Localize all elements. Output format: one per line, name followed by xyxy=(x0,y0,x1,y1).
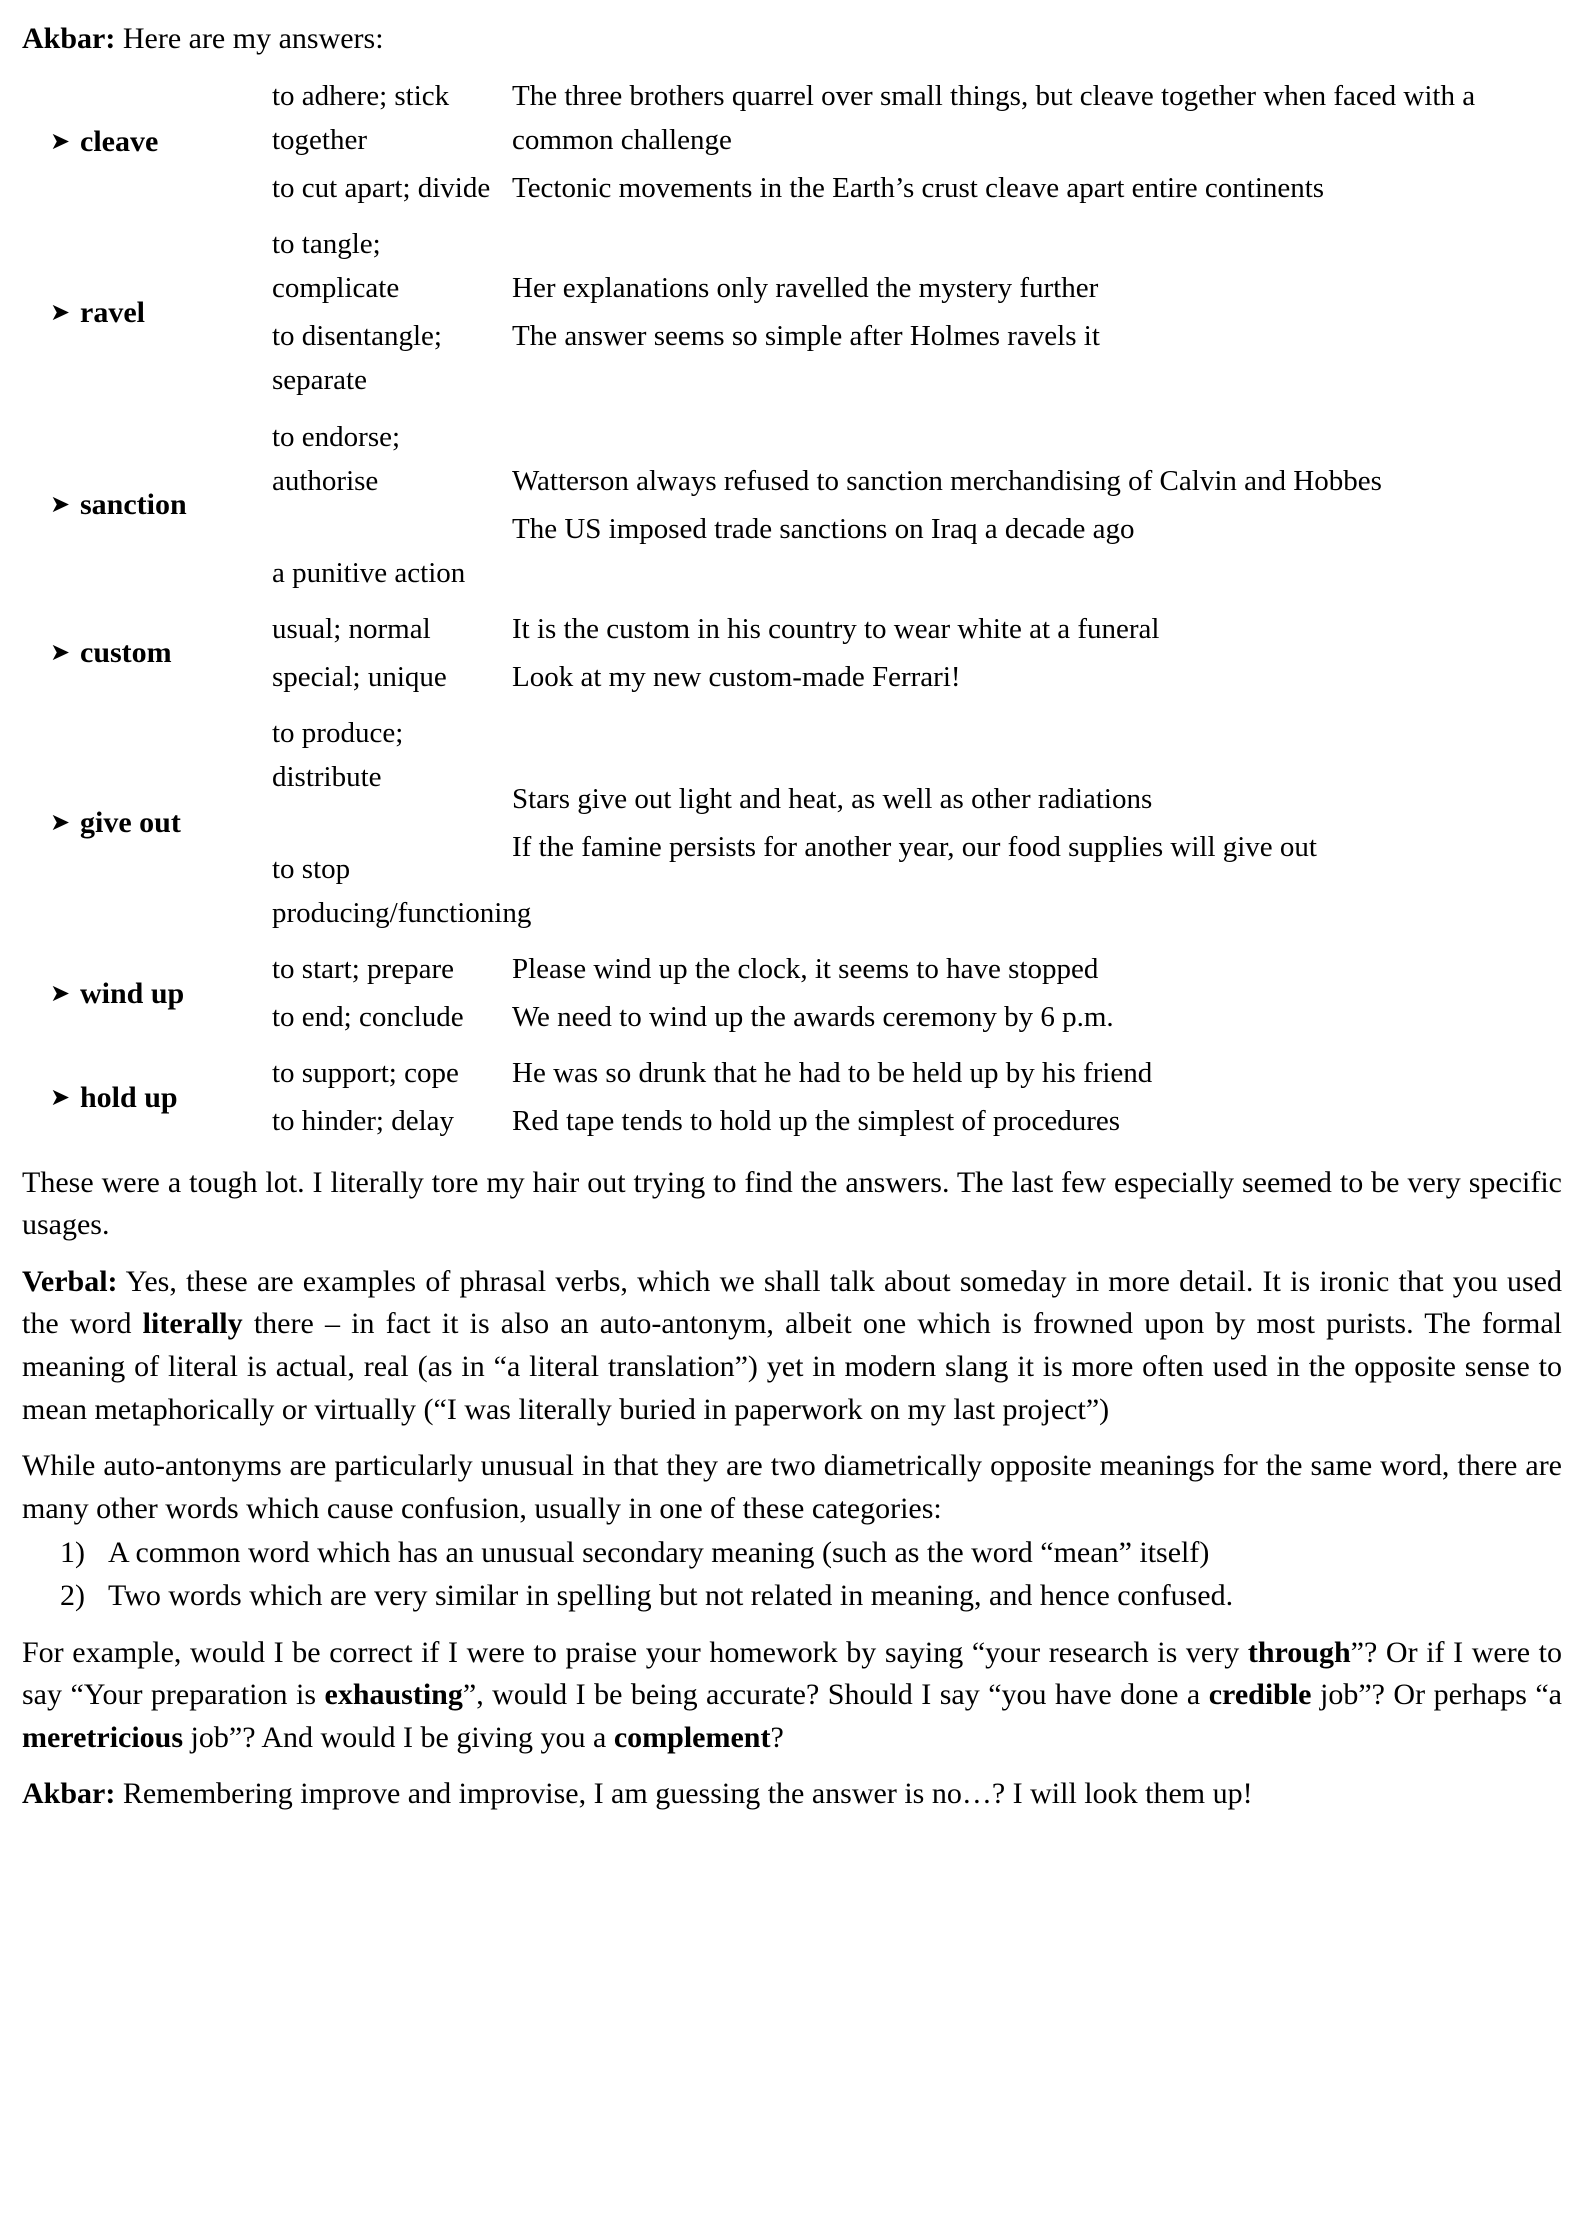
entry-examples-cell xyxy=(512,705,1562,941)
verbal-p3-part-a: For example, would I be correct if I were to praise your homework by saying “your research is very xyxy=(22,1635,1248,1669)
entry-meanings-cell xyxy=(272,1045,512,1149)
entry-word-cell xyxy=(22,68,272,216)
table-row xyxy=(22,216,1562,408)
arrow-bullet-icon: ➤ xyxy=(50,638,71,667)
entry-example: He was so drunk that he had to be held up by his friend xyxy=(512,1057,1153,1090)
entry-word: ravel xyxy=(80,295,145,329)
entry-example: Watterson always refused to sanction merchandising of Calvin and Hobbes xyxy=(512,464,1382,497)
entry-meaning: special; unique xyxy=(272,660,447,693)
table-row xyxy=(22,409,1562,601)
definitions-table xyxy=(22,68,1562,1150)
entry-examples-cell xyxy=(512,1045,1562,1149)
verbal-paragraph-3 xyxy=(22,1632,1562,1760)
entry-examples-cell xyxy=(512,216,1562,408)
entry-examples-cell xyxy=(512,68,1562,216)
verbal-p1-part-b: there – in fact it is also an auto-antonym, albeit one which is frowned upon by most purists. The formal meaning of literal is actual, real (as in “a literal translation”) yet in modern slang it is more often used in the opposite sense to mean metaphorically or virtually (“I was literally buried in paperwork on my last project”) xyxy=(22,1307,1562,1426)
entry-examples-cell xyxy=(512,409,1562,601)
entry-example: Stars give out light and heat, as well as other radiations xyxy=(512,783,1153,816)
entry-meaning: to adhere; stick together xyxy=(272,80,450,157)
verbal-p3-part-c: ”, would I be being accurate? Should I say “you have done a xyxy=(462,1678,1209,1712)
entry-word: hold up xyxy=(80,1080,178,1114)
entry-meaning: to support; cope xyxy=(272,1057,459,1090)
verbal-p3-part-e: job”? And would I be giving you a xyxy=(183,1720,614,1754)
entry-meaning: to cut apart; divide xyxy=(272,172,491,205)
entry-meaning: to hinder; delay xyxy=(272,1105,455,1138)
intro-speaker-label: Akbar: xyxy=(22,22,116,55)
intro-line xyxy=(22,18,1562,60)
verbal-speaker-label: Verbal: xyxy=(22,1264,118,1298)
entry-meaning: usual; normal xyxy=(272,612,431,645)
entry-meanings-cell xyxy=(272,216,512,408)
entry-example: It is the custom in his country to wear white at a funeral xyxy=(512,612,1160,645)
entry-word-cell xyxy=(22,409,272,601)
entry-word-cell xyxy=(22,705,272,941)
entry-meaning: to produce; distribute xyxy=(272,716,404,794)
entry-word-cell xyxy=(22,1045,272,1149)
verbal-p3-part-b: ”? Or if I were to say “Your preparation is xyxy=(22,1635,1562,1712)
emphasis-meretricious: meretricious xyxy=(22,1720,184,1754)
entry-example: The answer seems so simple after Holmes ravels it xyxy=(512,320,1100,353)
arrow-bullet-icon: ➤ xyxy=(50,1082,71,1111)
entry-meaning: to start; prepare xyxy=(272,953,454,986)
entry-example: The three brothers quarrel over small things, but cleave together when faced with a common challenge xyxy=(512,80,1476,157)
entry-examples-cell xyxy=(512,601,1562,705)
verbal-p1-part-a: Yes, these are examples of phrasal verbs, which we shall talk about someday in more detail. It is ironic that you used the word xyxy=(22,1264,1562,1341)
entry-word-cell xyxy=(22,216,272,408)
verbal-p3-part-f: ? xyxy=(770,1720,784,1754)
entry-example: Red tape tends to hold up the simplest of procedures xyxy=(512,1105,1121,1138)
entry-example: Tectonic movements in the Earth’s crust cleave apart entire continents xyxy=(512,172,1325,205)
entry-meanings-cell xyxy=(272,705,532,941)
entry-word: sanction xyxy=(80,487,187,521)
emphasis-credible: credible xyxy=(1208,1678,1312,1712)
entry-examples-cell xyxy=(512,941,1562,1045)
arrow-bullet-icon: ➤ xyxy=(50,127,71,156)
entry-meaning: to disentangle; separate xyxy=(272,320,442,397)
verbal-paragraph-1 xyxy=(22,1261,1562,1431)
arrow-bullet-icon: ➤ xyxy=(50,978,71,1007)
entry-meaning: to end; conclude xyxy=(272,1001,464,1034)
table-row xyxy=(22,705,1562,941)
entry-example: The US imposed trade sanctions on Iraq a decade ago xyxy=(512,512,1135,545)
verbal-paragraph-2: While auto-antonyms are particularly unusual in that they are two diametrically opposite meanings for the same word, there are many other words which cause confusion, usually in one of these categories: xyxy=(22,1449,1562,1525)
verbal-p3-part-d: job”? Or perhaps “a xyxy=(1311,1678,1562,1712)
table-row xyxy=(22,68,1562,216)
akbar-comment-paragraph: These were a tough lot. I literally tore my hair out trying to find the answers. The last few especially seemed to be very specific usages. xyxy=(22,1165,1562,1242)
entry-word: cleave xyxy=(80,125,159,159)
emphasis-exhausting: exhausting xyxy=(324,1678,463,1712)
entry-meanings-cell xyxy=(272,601,512,705)
entry-word: give out xyxy=(80,806,181,840)
entry-word-cell xyxy=(22,601,272,705)
categories-list xyxy=(22,1532,1562,1617)
entry-meaning: a punitive action xyxy=(272,556,466,589)
entry-word: custom xyxy=(80,636,172,670)
entry-word: wind up xyxy=(80,976,185,1010)
table-row xyxy=(22,601,1562,705)
intro-text: Here are my answers: xyxy=(115,22,384,55)
list-item: 1. A common word which has an unusual secondary meaning (such as the word “mean” itself) xyxy=(100,1532,1562,1575)
entry-example: If the famine persists for another year, our food supplies will give out xyxy=(512,831,1317,864)
entry-example: Look at my new custom-made Ferrari! xyxy=(512,660,961,693)
entry-meaning: to stop producing/functioning xyxy=(272,853,532,930)
entry-meanings-cell xyxy=(272,409,512,601)
table-row xyxy=(22,941,1562,1045)
entry-word-cell xyxy=(22,941,272,1045)
entry-example: We need to wind up the awards ceremony by 6 p.m. xyxy=(512,1001,1114,1034)
entry-example: Please wind up the clock, it seems to have stopped xyxy=(512,953,1099,986)
entry-meanings-cell xyxy=(272,941,512,1045)
entry-meaning: to tangle; complicate xyxy=(272,228,400,305)
emphasis-through: through xyxy=(1247,1635,1351,1669)
definitions-table-body xyxy=(22,68,1562,1150)
arrow-bullet-icon: ➤ xyxy=(50,297,71,326)
entry-example: Her explanations only ravelled the mystery further xyxy=(512,272,1099,305)
arrow-bullet-icon: ➤ xyxy=(50,489,71,518)
arrow-bullet-icon: ➤ xyxy=(50,808,71,837)
emphasis-literally: literally xyxy=(142,1307,243,1341)
akbar-speaker-label: Akbar: xyxy=(22,1777,116,1811)
table-row xyxy=(22,1045,1562,1149)
akbar-closing-text: Remembering improve and improvise, I am guessing the answer is no…? I will look them up! xyxy=(115,1777,1253,1811)
akbar-closing-paragraph xyxy=(22,1773,1562,1816)
list-item: 2. Two words which are very similar in spelling but not related in meaning, and hence confused. xyxy=(100,1575,1562,1618)
emphasis-complement: complement xyxy=(613,1720,771,1754)
entry-meaning: to endorse; authorise xyxy=(272,420,401,497)
entry-meanings-cell xyxy=(272,68,512,216)
